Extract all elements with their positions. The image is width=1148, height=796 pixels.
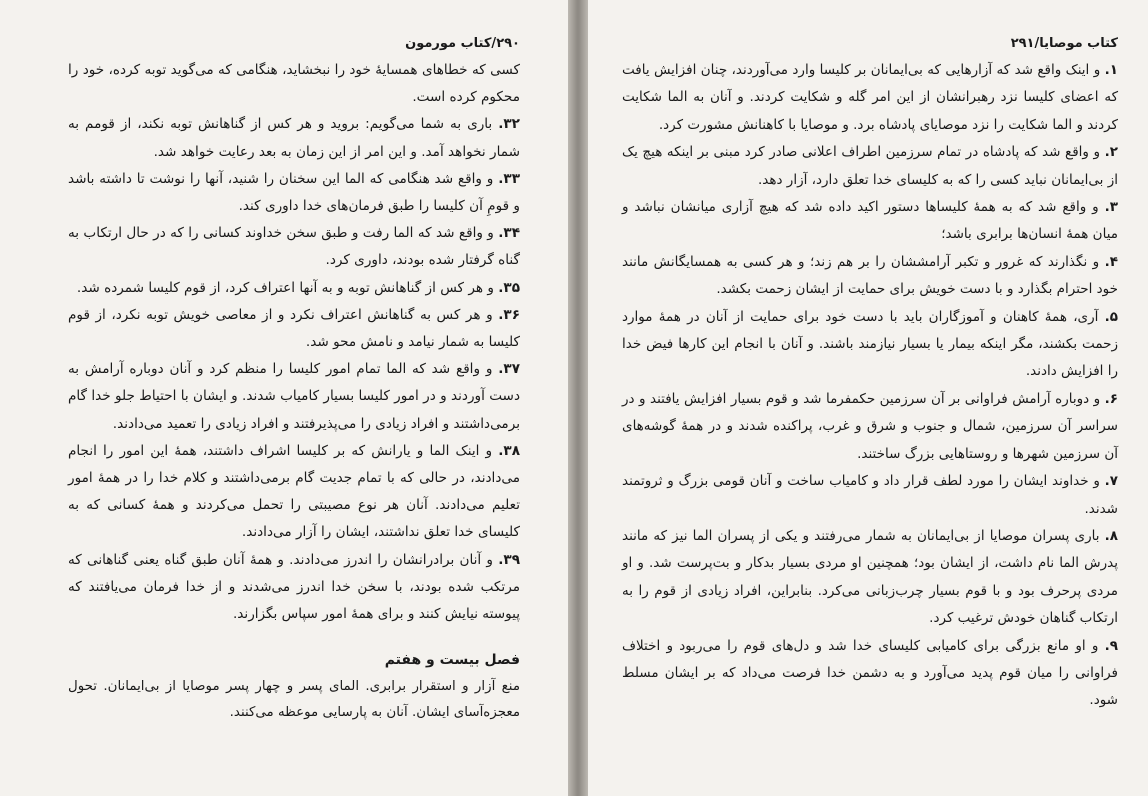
chapter-summary: منع آزار و استقرار برابری. المای پسر و چهار پسر موصایا از بی‌ایمانان. تحول معجزه‌آسای ایشان. آنان به پارسایی موعظه می‌کنند. [68,679,520,721]
right-verses [622,57,1118,715]
verse-text: و هر کس به گناهانش اعتراف نکرد و از معاصی خویش توبه نکرد، از قوم کلیسا به شمار نیامد و نامش محو شد. [68,306,520,351]
verse-text: و واقع شد که الما تمام امور کلیسا را منظم کرد و آنان دوباره آرامش به دست آوردند و در امور کلیسا بسیار کامیاب شدند. و ایشان با احتیاط جلو خدا گام برمی‌داشتند و افراد زیادی را می‌پذیرفتند و افراد زیادی را تعمید می‌دادند. [68,361,520,432]
verse-text: آری، همهٔ کاهنان و آموزگاران باید با دست خود برای حمایت از آنان در همهٔ موارد زحمت بکشند، مگر اینکه بیمار یا بسیار نیازمند باشند. و آنان با انجام این کارها فیض خدا را افزایش دادند. [622,308,1118,380]
left-verses [68,57,520,628]
verse-number: ۲. [1104,144,1119,161]
verse-text: و واقع شد که به همهٔ کلیساها دستور اکید داده شد که هیچ آزاری میانشان نباشد و میان همهٔ انسان‌ها برابری باشد؛ [622,199,1118,243]
right-page [588,0,1148,796]
chapter-title: فصل بیست و هفتم [384,652,520,669]
verse-text: باری به شما می‌گویم: بروید و هر کس از گناهانش توبه نکند، از قومم به شمار نخواهد آمد. و این امر از این زمان به بعد رعایت خواهد شد. [68,116,520,160]
right-page-header: کتاب موصایا/۲۹۱ [1010,36,1118,51]
verse [68,57,520,111]
verse-number: ۶. [1104,390,1118,407]
verse [68,438,520,547]
verse-text: و واقع شد که الما رفت و طبق سخن خداوند کسانی را که در حال ارتکاب به گناه گرفتار شده بودند، داوری کرد. [68,225,520,269]
verse [622,57,1118,139]
verse [622,523,1118,633]
verse-text: کسی که خطاهای همسایهٔ خود را نبخشاید، هنگامی که می‌گوید توبه کرده، خود را محکوم کرده است. [68,62,520,106]
verse-number: ۵. [1104,308,1118,325]
verse-number: ۸. [1104,527,1118,544]
verse [68,166,520,220]
verse-number: ۳۴. [498,225,520,242]
verse-number: ۳۹. [498,551,520,568]
verse [68,275,520,302]
verse-number: ۴. [1104,253,1118,270]
verse-number: ۳. [1104,199,1118,216]
verse-text: و نگذارند که غرور و تکبر آرامششان را بر هم زند؛ و هر کسی به همسایگانش مانند خود احترام بگذارد و با دست خویش برای حمایت از ایشان زحمت بکشد. [622,253,1118,298]
verse [622,194,1118,249]
verse-number: ۳۲. [498,116,520,133]
left-page [0,0,568,796]
verse-number: ۳۵. [498,279,520,296]
verse [622,468,1118,523]
verse [68,302,520,356]
verse [622,304,1118,386]
verse-number: ۱. [1104,62,1118,78]
verse-number: ۳۳. [498,170,520,187]
verse [622,386,1118,468]
verse-text: و واقع شد هنگامی که الما این سخنان را شنید، آنها را نوشت تا داشته باشد و قومِ آن کلیسا را طبق فرمان‌های خدا داوری کند. [68,170,520,215]
verse-text: و خداوند ایشان را مورد لطف قرار داد و کامیاب ساخت و آنان قومی بزرگ و ثروتمند شدند. [622,473,1118,517]
verse-number: ۷. [1104,473,1118,490]
verse [68,356,520,438]
verse [622,139,1118,194]
verse-number: ۹. [1104,637,1118,654]
verse [622,633,1118,715]
verse-text: و آنان برادرانشان را اندرز می‌دادند. و همهٔ آنان طبق گناه یعنی گناهانی که مرتکب شده بودند، با سخن خدا اندرز می‌شدند و از خدا فرمان می‌یافتند که پیوسته نیایش کنند و برای همهٔ امور سپاس بگزارند. [68,551,520,623]
verse [68,547,520,629]
verse-number: ۳۸. [498,442,520,459]
left-page-header: ۲۹۰/کتاب مورمون [405,36,520,51]
verse-text: و دوباره آرامش فراوانی بر آن سرزمین حکمفرما شد و قوم بسیار افزایش یافتند و در سراسر آن سرزمین، شمال و جنوب و شرق و غرب، پراکنده شدند و در همهٔ گوشه‌های آن سرزمین شهرها و روستاهایی بزرگ ساختند. [622,390,1118,462]
verse [68,220,520,274]
verse-text: و او مانع بزرگی برای کامیابی کلیسای خدا شد و دل‌های قوم را می‌ربود و اختلاف فراوانی را میان قوم پدید می‌آورد و به دشمن خدا فرصت می‌داد که بر ایشان مسلط شود. [622,637,1118,709]
verse [68,111,520,165]
verse-text: و اینک الما و یارانش که بر کلیسا اشراف داشتند، همهٔ این امور را انجام می‌دادند، در حالی که با تمام جدیت گام برمی‌داشتند و کلام خدا را در همهٔ امور تعلیم می‌دادند. آنان هر نوع مصیبتی را تحمل می‌کردند و همهٔ کسانی که به کلیسای خدا تعلق نداشتند، ایشان را آزار می‌دادند. [68,442,520,541]
book-gutter [568,0,588,796]
verse-text: باری پسران موصایا از بی‌ایمانان به شمار می‌رفتند و یکی از پسران الما نیز که مانند پدرش الما نام داشت، از ایشان بود؛ همچنین او مردی بسیار بدکار و بت‌پرست شد. و او مردی پرحرف بود و با قوم بسیار چرب‌زبانی می‌کرد. بنابراین، افراد زیادی از قوم را به ارتکاب گناهان خودش ترغیب کرد. [622,527,1118,627]
verse-number: ۳۷. [498,361,520,378]
verse-text: و اینک واقع شد که آزارهایی که بی‌ایمانان بر کلیسا وارد می‌آوردند، چنان افزایش یافت که اعضای کلیسا نزد رهبرانشان از این امر گله و شکایت کردند. و آنان به الما شکایت کردند و الما شکایت را نزد موصایای پادشاه برد. و موصایا با کاهنانش مشورت کرد. [622,62,1118,133]
verse [622,249,1118,304]
verse-text: و هر کس از گناهانش توبه و به آنها اعتراف کرد، از قوم کلیسا شمرده شد. [76,279,494,296]
verse-text: و واقع شد که پادشاه در تمام سرزمین اطراف اعلانی صادر کرد مبنی بر اینکه هیچ یک از بی‌ایمانان نباید کسی را که به کلیسای خدا تعلق دارد، آزار دهد. [622,144,1118,188]
verse-number: ۳۶. [498,306,520,323]
